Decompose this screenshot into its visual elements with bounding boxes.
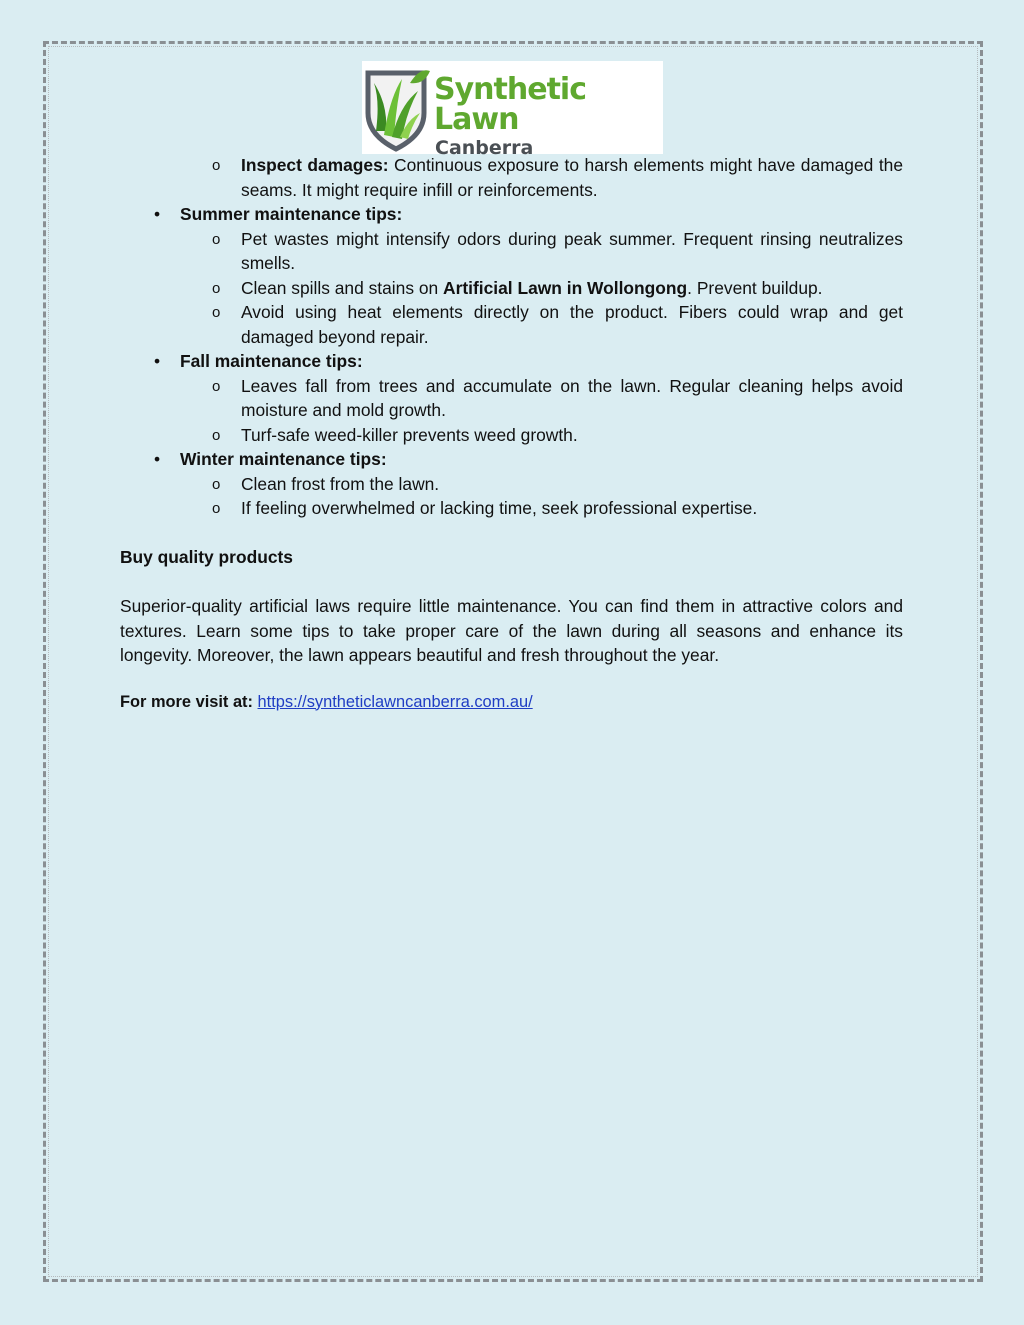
list-item — [120, 276, 903, 301]
circle-bullet-icon: o — [212, 230, 221, 248]
winter-heading: Winter maintenance tips: — [180, 449, 387, 469]
inspect-label: Inspect damages: — [241, 155, 389, 175]
list-item — [120, 472, 903, 497]
summer-heading-item — [120, 202, 903, 227]
circle-bullet-icon: o — [212, 279, 221, 297]
section-title: Buy quality products — [120, 547, 293, 567]
list-item — [120, 496, 903, 521]
fall-heading-item — [120, 349, 903, 374]
logo-text — [434, 72, 663, 159]
keyword-bold: Artificial Lawn in Wollongong — [443, 277, 688, 298]
circle-bullet-icon: o — [212, 500, 221, 517]
visit-label: For more visit at: — [120, 692, 258, 711]
circle-bullet-icon: o — [212, 157, 221, 174]
list-item-text: Turf-safe weed-killer prevents weed growth. — [241, 424, 578, 445]
list-item — [120, 300, 903, 349]
circle-bullet-icon: o — [212, 377, 221, 395]
list-item — [120, 374, 903, 423]
circle-bullet-icon: o — [212, 304, 221, 321]
logo — [362, 61, 663, 159]
list-item — [120, 227, 903, 276]
list-item — [120, 423, 903, 448]
circle-bullet-icon: o — [212, 426, 221, 444]
body-paragraph: Superior-quality artificial laws require little maintenance. You can find them in attractive colors and textures. Learn some tips to take proper care of the lawn during all seasons and enhance its longevity. Moreover, the lawn appears beautiful and fresh throughout the year. — [120, 596, 903, 665]
list-item-text: Clean spills and stains on — [241, 277, 444, 298]
logo-subtitle: Canberra — [435, 137, 534, 159]
list-item-text: Pet wastes might intensify odors during peak summer. Frequent rinsing neutralizes smells. — [241, 228, 903, 273]
logo-title: Synthetic Lawn — [434, 72, 586, 137]
disc-bullet-icon: • — [153, 351, 161, 371]
fall-heading: Fall maintenance tips: — [180, 351, 363, 371]
website-link[interactable]: https://syntheticlawncanberra.com.au/ — [257, 692, 533, 711]
summer-heading: Summer maintenance tips: — [180, 204, 403, 224]
list-item — [120, 153, 903, 202]
grass-shield-icon — [362, 61, 434, 154]
disc-bullet-icon: • — [153, 449, 161, 469]
visit-line — [120, 690, 903, 715]
document-content — [120, 153, 903, 714]
disc-bullet-icon: • — [153, 204, 161, 224]
list-item-text: Clean frost from the lawn. — [241, 473, 440, 494]
inspect-text: Continuous exposure to harsh elements might have damaged the seams. It might require infill or reinforcements. — [241, 155, 903, 200]
winter-heading-item — [120, 447, 903, 472]
circle-bullet-icon: o — [212, 475, 221, 493]
list-item-text: Avoid using heat elements directly on the product. Fibers could wrap and get damaged beyond repair. — [241, 302, 903, 347]
list-item-text: If feeling overwhelmed or lacking time, seek professional expertise. — [241, 498, 758, 518]
list-item-text: Leaves fall from trees and accumulate on the lawn. Regular cleaning helps avoid moisture and mold growth. — [241, 375, 903, 420]
list-item-text: . Prevent buildup. — [687, 277, 823, 298]
